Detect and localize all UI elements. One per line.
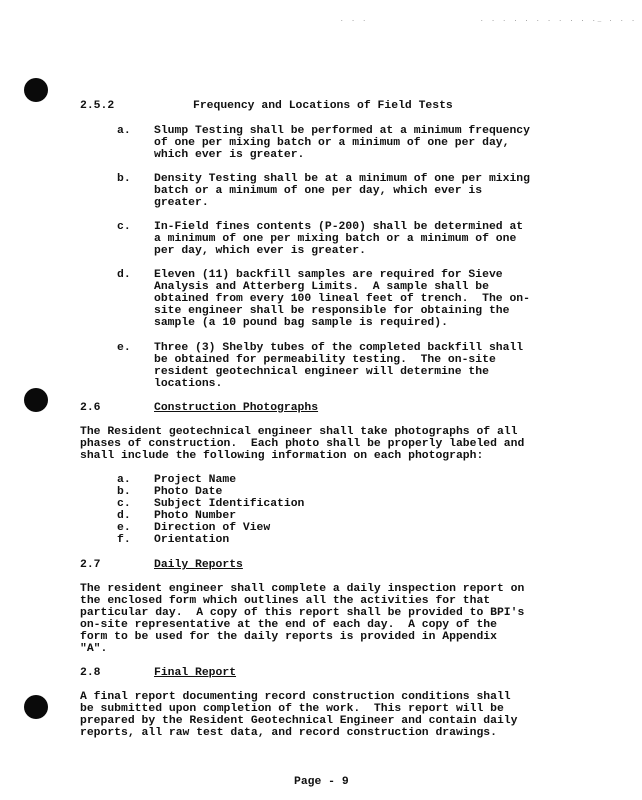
photo-list-letter-a: a. — [117, 474, 131, 486]
list-item-d-line-1: Eleven (11) backfill samples are required for Sieve — [154, 269, 503, 281]
list-item-b-line-1: Density Testing shall be at a minimum of one per mixing — [154, 173, 530, 185]
section-title-2-6: Construction Photographs — [154, 402, 319, 414]
photo-list-letter-e: e. — [117, 522, 131, 534]
photo-list-item: Photo Number — [154, 510, 237, 522]
photo-list-letter-f: f. — [117, 534, 131, 546]
list-item-e-line-4: locations. — [154, 378, 223, 390]
section-title-2-8: Final Report — [154, 667, 237, 679]
list-item-d-line-3: obtained from every 100 lineal feet of trench. The on- — [154, 293, 530, 305]
photo-list-item: Subject Identification — [154, 498, 305, 510]
section-number-2-8: 2.8 — [80, 667, 101, 679]
paragraph-2-7-line-3: particular day. A copy of this report shall be provided to BPI's — [80, 607, 525, 619]
paragraph-2-7-line-5: form to be used for the daily reports is provided in Appendix — [80, 631, 497, 643]
paragraph-2-7-line-2: the enclosed form which outlines all the activities for that — [80, 595, 491, 607]
paragraph-2-6-line-1: The Resident geotechnical engineer shall take photographs of all — [80, 426, 518, 438]
photo-list-item: Direction of View — [154, 522, 271, 534]
list-item-d-line-2: Analysis and Atterberg Limits. A sample shall be — [154, 281, 489, 293]
list-letter-b: b. — [117, 173, 131, 185]
list-item-c-line-1: In-Field fines contents (P-200) shall be determined at — [154, 221, 524, 233]
scan-speckle: . . . . . . . . . . ._ . . . — [480, 16, 637, 23]
list-letter-c: c. — [117, 221, 131, 233]
photo-list-letter-b: b. — [117, 486, 131, 498]
list-letter-a: a. — [117, 125, 131, 137]
list-letter-d: d. — [117, 269, 131, 281]
list-item-a-line-3: which ever is greater. — [154, 149, 305, 161]
list-letter-e: e. — [117, 342, 131, 354]
list-item-a-line-1: Slump Testing shall be performed at a minimum frequency — [154, 125, 530, 137]
list-item-a-line-2: of one per mixing batch or a minimum of one per day, — [154, 137, 510, 149]
section-number-2-6: 2.6 — [80, 402, 101, 414]
list-item-e-line-2: be obtained for permeability testing. The on-site — [154, 354, 496, 366]
photo-list-item: Photo Date — [154, 486, 223, 498]
section-number-2-7: 2.7 — [80, 559, 101, 571]
paragraph-2-8-line-3: prepared by the Resident Geotechnical Engineer and contain daily — [80, 715, 518, 727]
paragraph-2-6-line-3: shall include the following information on each photograph: — [80, 450, 484, 462]
list-item-c-line-3: per day, which ever is greater. — [154, 245, 366, 257]
section-title-2-5-2: Frequency and Locations of Field Tests — [193, 100, 453, 112]
photo-list-letter-c: c. — [117, 498, 131, 510]
photo-list-item: Orientation — [154, 534, 230, 546]
photo-list-letter-d: d. — [117, 510, 131, 522]
paragraph-2-8-line-4: reports, all raw test data, and record construction drawings. — [80, 727, 497, 739]
punch-hole-top — [24, 78, 48, 102]
photo-list-item: Project Name — [154, 474, 237, 486]
punch-hole-bottom — [24, 695, 48, 719]
list-item-e-line-3: resident geotechnical engineer will determine the — [154, 366, 489, 378]
list-item-b-line-2: batch or a minimum of one per day, which ever is — [154, 185, 483, 197]
section-title-2-7: Daily Reports — [154, 559, 243, 571]
list-item-e-line-1: Three (3) Shelby tubes of the completed backfill shall — [154, 342, 524, 354]
list-item-d-line-4: site engineer shall be responsible for obtaining the — [154, 305, 510, 317]
punch-hole-middle — [24, 388, 48, 412]
list-item-b-line-3: greater. — [154, 197, 209, 209]
paragraph-2-7-line-6: "A". — [80, 643, 108, 655]
paragraph-2-7-line-1: The resident engineer shall complete a daily inspection report on — [80, 583, 525, 595]
list-item-d-line-5: sample (a 10 pound bag sample is required). — [154, 317, 448, 329]
scan-speckle: . . . — [340, 16, 369, 23]
page-number: Page - 9 — [294, 776, 349, 788]
section-number-2-5-2: 2.5.2 — [80, 100, 115, 112]
paragraph-2-7-line-4: on-site representative at the end of each day. A copy of the — [80, 619, 497, 631]
paragraph-2-8-line-2: be submitted upon completion of the work. This report will be — [80, 703, 504, 715]
paragraph-2-8-line-1: A final report documenting record construction conditions shall — [80, 691, 511, 703]
list-item-c-line-2: a minimum of one per mixing batch or a minimum of one — [154, 233, 517, 245]
paragraph-2-6-line-2: phases of construction. Each photo shall be properly labeled and — [80, 438, 525, 450]
